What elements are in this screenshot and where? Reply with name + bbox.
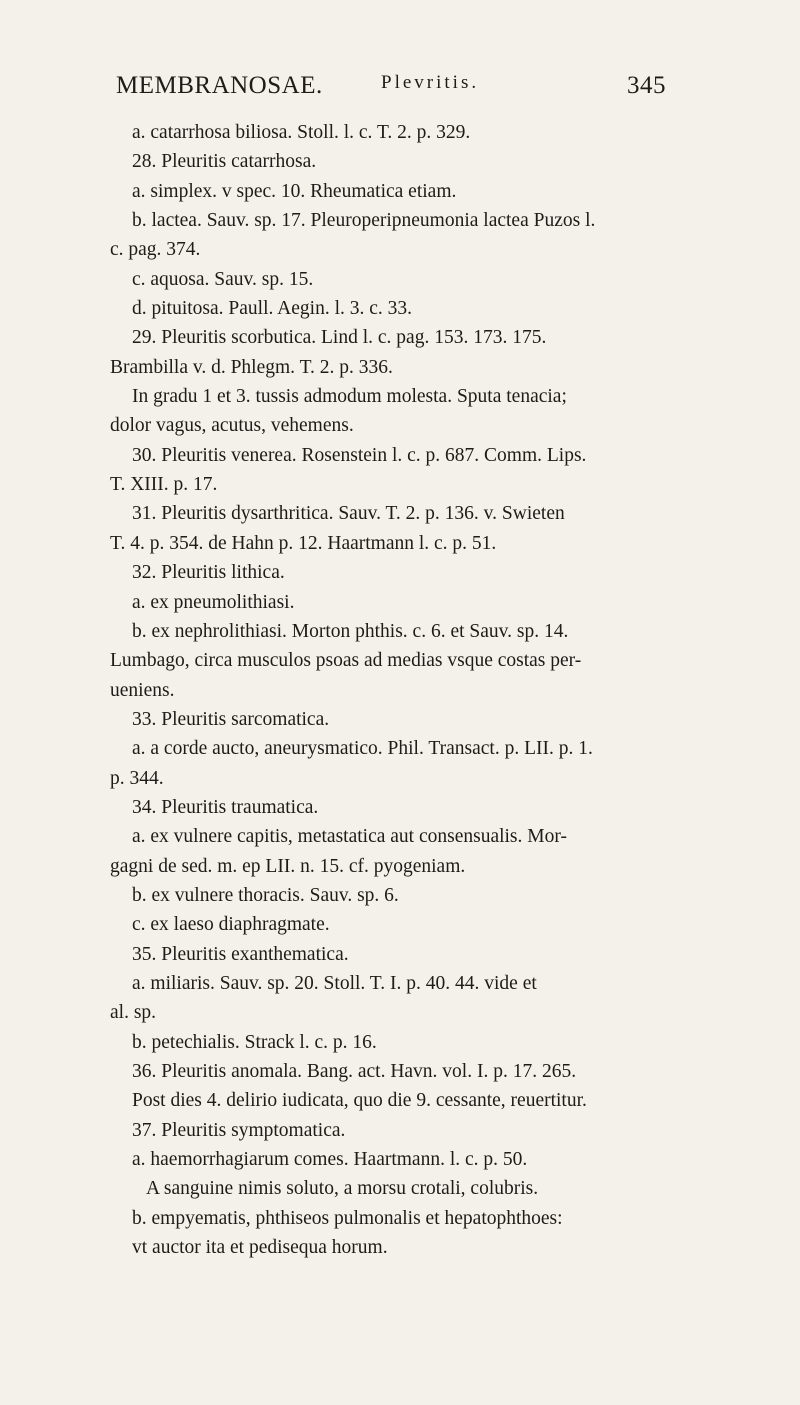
text-line: c. pag. 374. — [110, 239, 201, 261]
text-line: a. a corde aucto, aneurysmatico. Phil. Transact. p. LII. p. 1. — [132, 738, 593, 760]
text-line: a. haemorrhagiarum comes. Haartmann. l. c. p. 50. — [132, 1149, 528, 1171]
text-line: a. ex vulnere capitis, metastatica aut consensualis. Mor- — [132, 826, 567, 848]
text-line: In gradu 1 et 3. tussis admodum molesta. Sputa tenacia; — [132, 386, 567, 408]
page-number: 345 — [627, 72, 666, 99]
text-line: 37. Pleuritis symptomatica. — [132, 1119, 346, 1141]
text-line: al. sp. — [110, 1002, 157, 1024]
text-line: 34. Pleuritis traumatica. — [132, 796, 319, 818]
text-line: b. lactea. Sauv. sp. 17. Pleuroperipneumonia lactea Puzos l. — [132, 210, 596, 232]
text-line: 35. Pleuritis exanthematica. — [132, 943, 349, 965]
text-line: c. ex laeso diaphragmate. — [132, 914, 330, 936]
text-line: dolor vagus, acutus, vehemens. — [110, 415, 354, 437]
running-header — [116, 72, 666, 112]
text-line: 31. Pleuritis dysarthritica. Sauv. T. 2. p. 136. v. Swieten — [132, 503, 565, 525]
text-line: T. XIII. p. 17. — [110, 474, 218, 496]
text-line: a. catarrhosa biliosa. Stoll. l. c. T. 2. p. 329. — [132, 122, 471, 143]
text-line: a. miliaris. Sauv. sp. 20. Stoll. T. I. p. 40. 44. vide et — [132, 972, 537, 994]
text-line: c. aquosa. Sauv. sp. 15. — [132, 268, 314, 290]
text-line: 32. Pleuritis lithica. — [132, 562, 285, 584]
text-line: p. 344. — [110, 767, 164, 789]
text-line: ueniens. — [110, 679, 175, 701]
text-line: 30. Pleuritis venerea. Rosenstein l. c. p. 687. Comm. Lips. — [132, 444, 587, 466]
text-line: d. pituitosa. Paull. Aegin. l. 3. c. 33. — [132, 298, 413, 320]
page-body — [110, 118, 675, 1262]
text-line: b. petechialis. Strack l. c. p. 16. — [132, 1031, 377, 1053]
text-line: Post dies 4. delirio iudicata, quo die 9. cessante, reuertitur. — [132, 1090, 587, 1112]
text-line: b. ex nephrolithiasi. Morton phthis. c. 6. et Sauv. sp. 14. — [132, 620, 569, 642]
text-line: T. 4. p. 354. de Hahn p. 12. Haartmann l. c. p. 51. — [110, 532, 497, 554]
text-line: a. ex pneumolithiasi. — [132, 591, 295, 613]
text-line: gagni de sed. m. ep LII. n. 15. cf. pyogeniam. — [110, 855, 466, 877]
text-line: 36. Pleuritis anomala. Bang. act. Havn. vol. I. p. 17. 265. — [132, 1061, 577, 1082]
text-line: b. empyematis, phthiseos pulmonalis et hepatophthoes: — [132, 1207, 563, 1229]
text-line: vt auctor ita et pedisequa horum. — [132, 1237, 388, 1259]
text-line: 28. Pleuritis catarrhosa. — [132, 151, 317, 173]
text-line: b. ex vulnere thoracis. Sauv. sp. 6. — [132, 884, 399, 906]
text-line: 29. Pleuritis scorbutica. Lind l. c. pag. 153. 173. 175. — [132, 327, 547, 349]
text-line: a. simplex. v spec. 10. Rheumatica etiam. — [132, 180, 457, 202]
text-line: Brambilla v. d. Phlegm. T. 2. p. 336. — [110, 356, 393, 378]
running-title-left: MEMBRANOSAE. — [116, 72, 323, 99]
running-title-right: Plevritis. — [381, 72, 480, 93]
text-line: A sanguine nimis soluto, a morsu crotali, colubris. — [146, 1178, 539, 1200]
text-line: Lumbago, circa musculos psoas ad medias vsque costas per- — [110, 650, 582, 672]
text-line: 33. Pleuritis sarcomatica. — [132, 708, 330, 730]
